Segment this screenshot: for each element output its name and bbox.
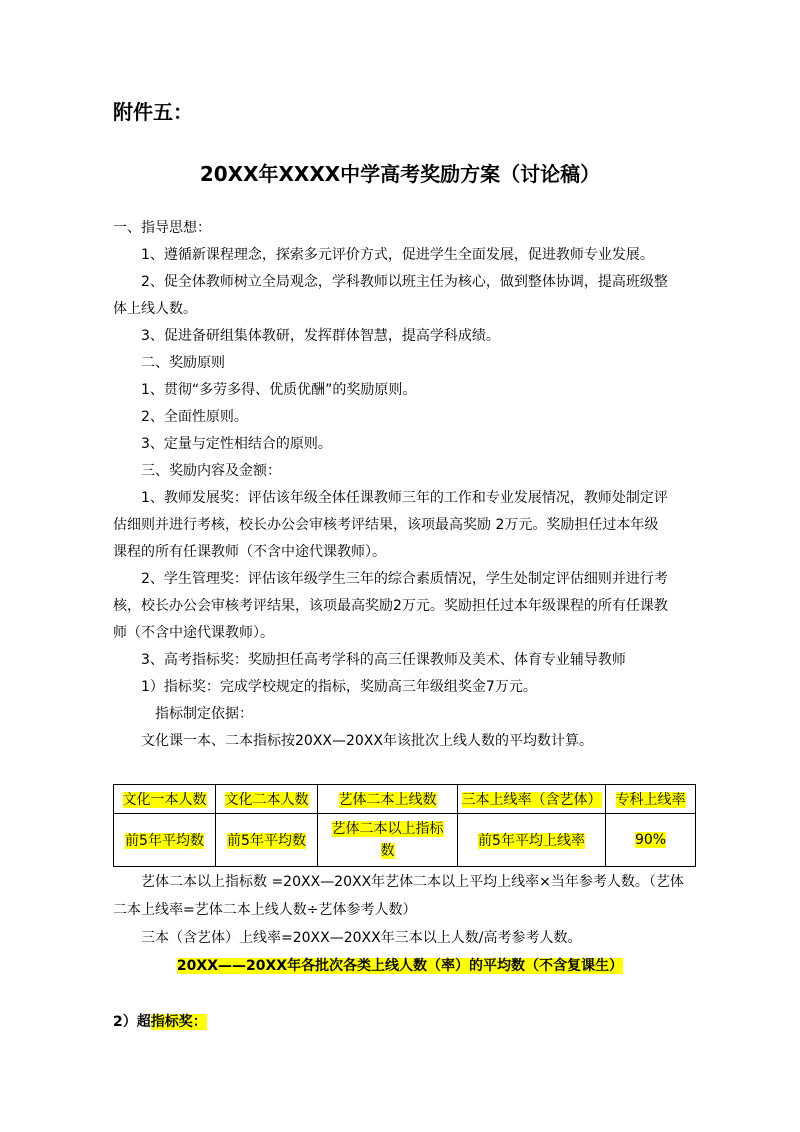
paragraph: 2、促全体教师树立全局观念，学科教师以班主任为核心，做到整体协调，提高班级整	[141, 274, 668, 290]
highlighted-note: 20XX——20XX年各批次各类上线人数（率）的平均数（不含复课生）	[176, 958, 624, 974]
paragraph: 2、学生管理奖：评估该年级学生三年的综合素质情况，学生处制定评估细则并进行考	[141, 571, 668, 587]
table-cell: 前5年平均数	[216, 814, 318, 867]
paragraph: 1、贯彻“多劳多得、优质优酬”的奖励原则。	[141, 382, 417, 398]
paragraph: 1、教师发展奖：评估该年级全体任课教师三年的工作和专业发展情况，教师处制定评	[141, 490, 668, 506]
paragraph: 二本上线率=艺体二本上线人数÷艺体参考人数）	[113, 902, 417, 918]
section-super-indicator: 2）超指标奖：	[113, 1014, 207, 1030]
table-cell: 艺体二本以上指标 数	[318, 814, 458, 867]
table-row	[114, 785, 696, 814]
paragraph: 艺体二本以上指标数 =20XX—20XX年艺体二本以上平均上线率×当年参考人数。（艺体	[141, 874, 684, 890]
paragraph: 估细则并进行考核，校长办公会审核考评结果，该项最高奖励 2万元。奖励担任过本年级	[113, 517, 659, 533]
table-header-cell: 文化二本人数	[216, 785, 318, 814]
table-cell: 前5年平均数	[114, 814, 216, 867]
table-header-cell: 艺体二本上线数	[318, 785, 458, 814]
table-cell: 90%	[606, 814, 696, 867]
section-1-heading: 一、指导思想：	[113, 220, 211, 236]
paragraph: 文化课一本、二本指标按20XX—20XX年该批次上线人数的平均数计算。	[141, 733, 593, 749]
paragraph: 3、定量与定性相结合的原则。	[141, 436, 332, 452]
paragraph: 三本（含艺体）上线率=20XX—20XX年三本以上人数/高考参考人数。	[141, 930, 582, 946]
table-row	[114, 814, 696, 867]
section-2-heading: 二、奖励原则	[141, 355, 225, 371]
paragraph: 师（不含中途代课教师）。	[113, 625, 274, 641]
table-header-cell: 三本上线率（含艺体）	[458, 785, 606, 814]
paragraph: 1、遵循新课程理念，探索多元评价方式，促进学生全面发展，促进教师专业发展。	[141, 247, 654, 263]
page-title: 20XX年XXXX中学高考奖励方案（讨论稿）	[199, 162, 601, 186]
paragraph: 2、全面性原则。	[141, 409, 248, 425]
paragraph: 1）指标奖：完成学校规定的指标，奖励高三年级组奖金7万元。	[141, 679, 537, 695]
paragraph: 课程的所有任课教师（不含中途代课教师）。	[113, 544, 386, 560]
paragraph: 核，校长办公会审核考评结果，该项最高奖励2万元。奖励担任过本年级课程的所有任课教	[113, 598, 668, 614]
paragraph: 体上线人数。	[113, 301, 197, 317]
table-cell: 前5年平均上线率	[458, 814, 606, 867]
basis-heading: 指标制定依据：	[155, 706, 253, 722]
paragraph: 3、高考指标奖：奖励担任高考学科的高三任课教师及美术、体育专业辅导教师	[141, 652, 626, 668]
table-header-cell: 文化一本人数	[114, 785, 216, 814]
section-3-heading: 三、奖励内容及金额：	[141, 463, 281, 479]
table-header-cell: 专科上线率	[606, 785, 696, 814]
paragraph: 3、促进备研组集体教研，发挥群体智慧，提高学科成绩。	[141, 328, 500, 344]
attachment-label: 附件五：	[113, 100, 193, 124]
indicator-table	[113, 784, 696, 867]
